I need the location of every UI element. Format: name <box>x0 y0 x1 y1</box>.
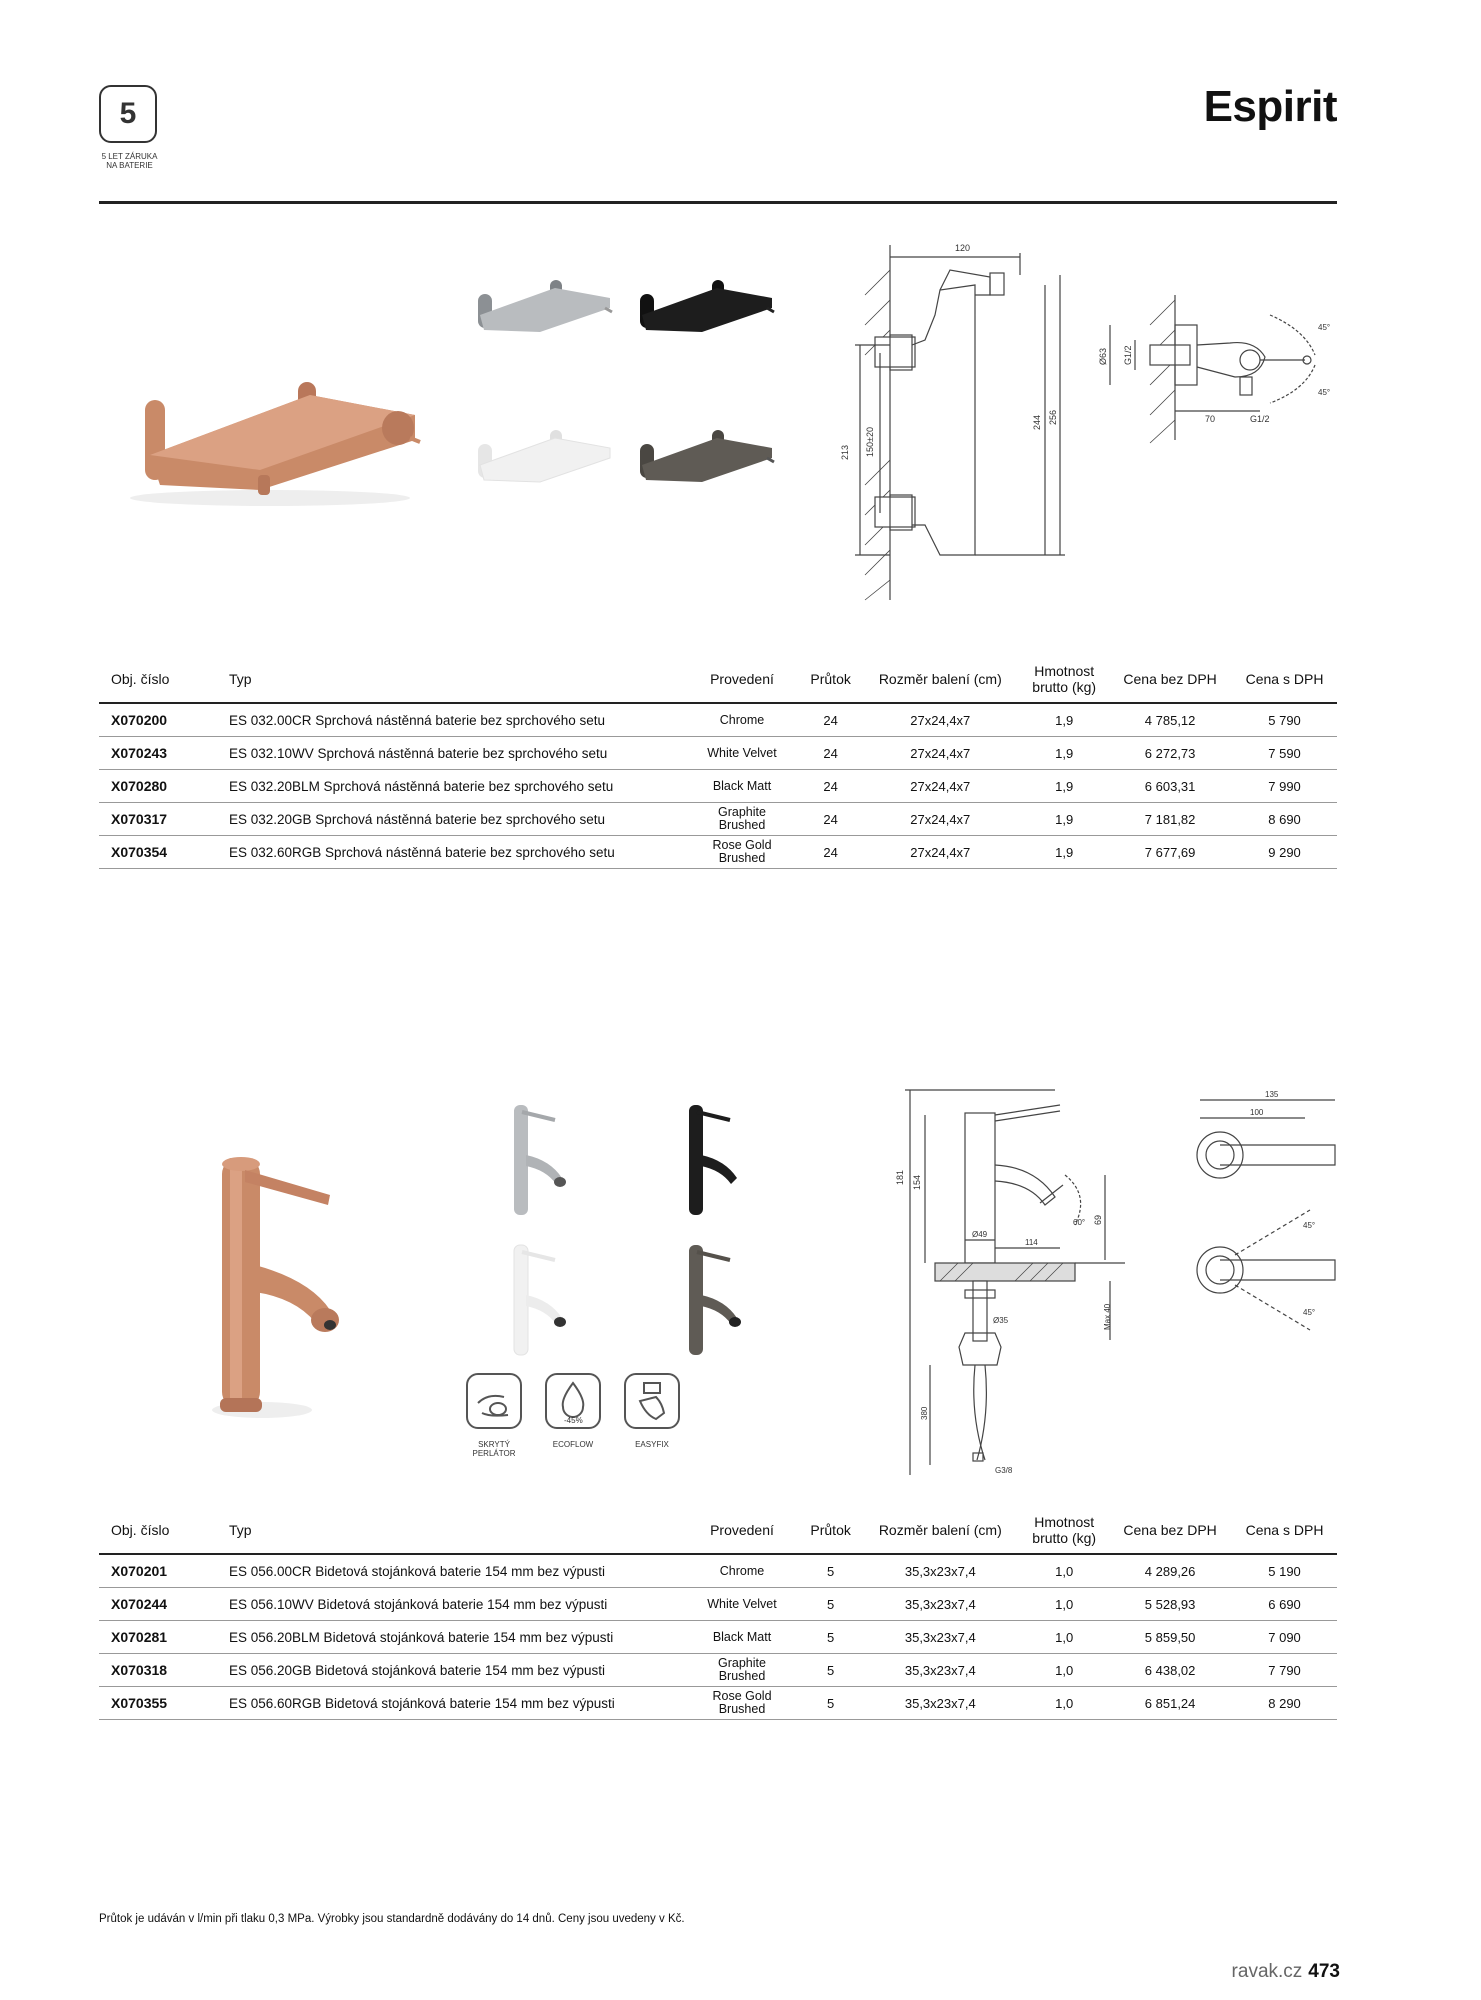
product-price-gross: 8 690 <box>1232 803 1337 836</box>
dim-g38: G3/8 <box>995 1466 1013 1475</box>
product-package-size: 35,3x23x7,4 <box>860 1588 1020 1621</box>
product-code: X070355 <box>99 1687 225 1720</box>
product-weight: 1,9 <box>1020 836 1108 869</box>
page-footer <box>1232 1961 1340 1983</box>
col-rozmer: Rozměr balení (cm) <box>860 656 1020 703</box>
table-row <box>99 1588 1337 1621</box>
col-obj: Obj. číslo <box>99 1507 225 1554</box>
warranty-number: 5 <box>119 97 137 130</box>
product-price-net: 5 528,93 <box>1108 1588 1232 1621</box>
col-hmotnost-line2: brutto (kg) <box>1032 1530 1097 1546</box>
table-row <box>99 1554 1337 1588</box>
product-flow: 5 <box>801 1588 860 1621</box>
dim-70: 70 <box>1205 414 1216 424</box>
shower-mixer-white-image <box>470 420 620 490</box>
product-finish-line1: Rose Gold <box>712 1689 772 1703</box>
product-finish-line1: Graphite <box>718 805 766 819</box>
dim-max40: Max 40 <box>1103 1303 1112 1330</box>
product-finish-line1: White Velvet <box>707 745 777 760</box>
angle-60: 60° <box>1073 1218 1086 1227</box>
product-type: ES 056.20GB Bidetová stojánková baterie 154 mm bez výpusti <box>225 1654 683 1687</box>
dim-d49: Ø49 <box>972 1230 988 1239</box>
product-price-net: 4 785,12 <box>1108 703 1232 737</box>
table-row <box>99 1621 1337 1654</box>
product-price-gross: 7 090 <box>1232 1621 1337 1654</box>
product-price-net: 6 438,02 <box>1108 1654 1232 1687</box>
table-row <box>99 836 1337 869</box>
product-package-size: 35,3x23x7,4 <box>860 1654 1020 1687</box>
product-code: X070200 <box>99 703 225 737</box>
product-flow: 24 <box>801 803 860 836</box>
product-flow: 24 <box>801 836 860 869</box>
col-typ: Typ <box>225 656 683 703</box>
angle-45-top: 45° <box>1318 323 1331 332</box>
product-price-gross: 5 790 <box>1232 703 1337 737</box>
warranty-badge <box>99 85 157 143</box>
dim-380: 380 <box>920 1406 929 1420</box>
shower-mixer-rose-gold-image <box>120 360 430 510</box>
product-type: ES 056.00CR Bidetová stojánková baterie 154 mm bez výpusti <box>225 1554 683 1588</box>
col-cena-s: Cena s DPH <box>1232 656 1337 703</box>
col-prutok: Průtok <box>801 1507 860 1554</box>
product-finish <box>683 803 801 836</box>
shower-mixer-graphite-image <box>632 420 782 490</box>
header-divider <box>99 201 1337 204</box>
hidden-aerator-caption <box>454 1440 534 1458</box>
product-price-gross: 6 690 <box>1232 1588 1337 1621</box>
dim-69: 69 <box>1093 1214 1103 1225</box>
shower-mixer-technical-drawing-side <box>1090 285 1350 445</box>
dim-d63: Ø63 <box>1098 347 1108 365</box>
dim-114: 114 <box>1025 1238 1038 1247</box>
product-flow: 24 <box>801 737 860 770</box>
bidet-mixer-black-image <box>675 1100 765 1220</box>
product-package-size: 35,3x23x7,4 <box>860 1554 1020 1588</box>
dim-135: 135 <box>1265 1090 1279 1099</box>
ecoflow-caption <box>533 1440 613 1449</box>
product-finish <box>683 1588 801 1621</box>
product-price-net: 6 603,31 <box>1108 770 1232 803</box>
product-flow: 5 <box>801 1621 860 1654</box>
dim-256: 256 <box>1048 409 1058 425</box>
hidden-aerator-icon <box>466 1373 522 1429</box>
product-weight: 1,0 <box>1020 1588 1108 1621</box>
product-price-gross: 9 290 <box>1232 836 1337 869</box>
warranty-caption <box>92 152 167 170</box>
table-row <box>99 803 1337 836</box>
col-hmotnost-line1: Hmotnost <box>1034 1514 1095 1530</box>
product-finish-line1: Black Matt <box>712 1629 772 1644</box>
product-finish-line2: Brushed <box>718 1702 766 1716</box>
ecoflow-badge: -45% <box>564 1416 583 1425</box>
col-typ: Typ <box>225 1507 683 1554</box>
dim-181: 181 <box>895 1169 905 1185</box>
product-package-size: 27x24,4x7 <box>860 703 1020 737</box>
product-price-gross: 7 790 <box>1232 1654 1337 1687</box>
product-type: ES 032.10WV Sprchová nástěnná baterie bez sprchového setu <box>225 737 683 770</box>
product-flow: 5 <box>801 1687 860 1720</box>
footnote: Průtok je udáván v l/min při tlaku 0,3 MPa. Výrobky jsou standardně dodávány do 14 dnů. Ceny jsou uvedeny v Kč. <box>99 1913 685 1925</box>
product-type: ES 032.00CR Sprchová nástěnná baterie bez sprchového setu <box>225 703 683 737</box>
angle-45-top-view-a: 45° <box>1303 1221 1316 1230</box>
product-weight: 1,0 <box>1020 1687 1108 1720</box>
warranty-caption-line2: NA BATERIE <box>106 161 153 170</box>
product-finish-line1: Rose Gold <box>712 838 772 852</box>
product-code: X070317 <box>99 803 225 836</box>
product-price-net: 6 272,73 <box>1108 737 1232 770</box>
product-code: X070201 <box>99 1554 225 1588</box>
shower-mixer-technical-drawing-front <box>800 235 1080 610</box>
hidden-aerator-label-1: SKRYTÝ <box>478 1440 510 1449</box>
product-finish-line1: Chrome <box>719 712 765 727</box>
product-weight: 1,9 <box>1020 803 1108 836</box>
bidet-mixer-chrome-image <box>500 1100 590 1220</box>
col-hmotnost-line2: brutto (kg) <box>1032 679 1097 695</box>
product-price-net: 7 181,82 <box>1108 803 1232 836</box>
dim-150: 150±20 <box>865 427 875 457</box>
product-finish-line2: Brushed <box>718 851 766 865</box>
product-price-gross: 7 990 <box>1232 770 1337 803</box>
col-rozmer: Rozměr balení (cm) <box>860 1507 1020 1554</box>
angle-45-top-view-b: 45° <box>1303 1308 1316 1317</box>
table-header-row <box>99 1507 1337 1554</box>
col-cena-bez: Cena bez DPH <box>1108 656 1232 703</box>
product-finish-line1: White Velvet <box>707 1596 777 1611</box>
shower-mixer-black-image <box>632 270 782 340</box>
footer-website: ravak.cz <box>1231 1961 1303 1982</box>
product-price-net: 5 859,50 <box>1108 1621 1232 1654</box>
product-flow: 5 <box>801 1654 860 1687</box>
col-provedeni: Provedení <box>683 1507 801 1554</box>
product-type: ES 056.60RGB Bidetová stojánková baterie 154 mm bez výpusti <box>225 1687 683 1720</box>
product-package-size: 27x24,4x7 <box>860 803 1020 836</box>
product-finish <box>683 1554 801 1588</box>
product-finish-line1: Graphite <box>718 1656 766 1670</box>
dim-154: 154 <box>912 1174 922 1190</box>
product-finish <box>683 1621 801 1654</box>
product-price-gross: 7 590 <box>1232 737 1337 770</box>
col-hmotnost <box>1020 1507 1108 1554</box>
product-package-size: 35,3x23x7,4 <box>860 1687 1020 1720</box>
product-code: X070280 <box>99 770 225 803</box>
product-finish <box>683 836 801 869</box>
col-cena-s: Cena s DPH <box>1232 1507 1337 1554</box>
product-package-size: 27x24,4x7 <box>860 737 1020 770</box>
page-title: Espirit <box>1203 82 1337 131</box>
product-price-net: 6 851,24 <box>1108 1687 1232 1720</box>
product-type: ES 032.20BLM Sprchová nástěnná baterie bez sprchového setu <box>225 770 683 803</box>
dim-d35: Ø35 <box>993 1316 1009 1325</box>
bidet-mixer-graphite-image <box>675 1240 765 1360</box>
product-price-gross: 5 190 <box>1232 1554 1337 1588</box>
hidden-aerator-label-2: PERLÁTOR <box>472 1449 516 1458</box>
product-price-gross: 8 290 <box>1232 1687 1337 1720</box>
product-flow: 5 <box>801 1554 860 1588</box>
product-code: X070354 <box>99 836 225 869</box>
product-code: X070281 <box>99 1621 225 1654</box>
bidet-mixer-technical-drawing-front <box>895 1085 1175 1480</box>
dim-g12-bottom: G1/2 <box>1250 414 1270 424</box>
product-type: ES 032.20GB Sprchová nástěnná baterie bez sprchového setu <box>225 803 683 836</box>
shower-mixer-table <box>99 656 1337 869</box>
product-code: X070318 <box>99 1654 225 1687</box>
table-header-row <box>99 656 1337 703</box>
product-weight: 1,0 <box>1020 1554 1108 1588</box>
dim-100: 100 <box>1250 1108 1264 1117</box>
dim-g12-left: G1/2 <box>1123 345 1133 365</box>
product-package-size: 27x24,4x7 <box>860 770 1020 803</box>
product-finish <box>683 1687 801 1720</box>
product-price-net: 7 677,69 <box>1108 836 1232 869</box>
easyfix-caption <box>612 1440 692 1449</box>
bidet-mixer-technical-drawing-top <box>1185 1090 1345 1340</box>
page-number: 473 <box>1308 1961 1340 1982</box>
dim-120: 120 <box>955 243 971 253</box>
product-finish-line1: Chrome <box>719 1563 765 1578</box>
col-hmotnost-line1: Hmotnost <box>1034 663 1095 679</box>
table-row <box>99 1687 1337 1720</box>
product-weight: 1,9 <box>1020 770 1108 803</box>
table-row <box>99 703 1337 737</box>
product-finish-line2: Brushed <box>718 1669 766 1683</box>
product-flow: 24 <box>801 703 860 737</box>
product-code: X070244 <box>99 1588 225 1621</box>
product-package-size: 27x24,4x7 <box>860 836 1020 869</box>
dim-244: 244 <box>1032 414 1042 430</box>
product-weight: 1,0 <box>1020 1654 1108 1687</box>
product-type: ES 056.10WV Bidetová stojánková baterie 154 mm bez výpusti <box>225 1588 683 1621</box>
product-type: ES 032.60RGB Sprchová nástěnná baterie bez sprchového setu <box>225 836 683 869</box>
product-finish-line2: Brushed <box>718 818 766 832</box>
product-finish <box>683 770 801 803</box>
product-code: X070243 <box>99 737 225 770</box>
product-weight: 1,0 <box>1020 1621 1108 1654</box>
easyfix-icon <box>624 1373 680 1429</box>
easyfix-label: EASYFIX <box>635 1440 669 1449</box>
bidet-mixer-table <box>99 1507 1337 1720</box>
col-prutok: Průtok <box>801 656 860 703</box>
product-finish <box>683 737 801 770</box>
product-weight: 1,9 <box>1020 737 1108 770</box>
shower-mixer-chrome-image <box>470 270 620 340</box>
product-price-net: 4 289,26 <box>1108 1554 1232 1588</box>
product-finish <box>683 703 801 737</box>
bidet-mixer-white-image <box>500 1240 590 1360</box>
product-weight: 1,9 <box>1020 703 1108 737</box>
product-finish <box>683 1654 801 1687</box>
table-row <box>99 737 1337 770</box>
ecoflow-icon <box>545 1373 601 1429</box>
product-finish-line1: Black Matt <box>712 778 772 793</box>
col-hmotnost <box>1020 656 1108 703</box>
col-provedeni: Provedení <box>683 656 801 703</box>
col-cena-bez: Cena bez DPH <box>1108 1507 1232 1554</box>
table-row <box>99 770 1337 803</box>
table-row <box>99 1654 1337 1687</box>
col-obj: Obj. číslo <box>99 656 225 703</box>
dim-213: 213 <box>840 444 850 460</box>
product-type: ES 056.20BLM Bidetová stojánková baterie 154 mm bez výpusti <box>225 1621 683 1654</box>
bidet-mixer-rose-gold-image <box>200 1150 380 1420</box>
warranty-caption-line1: 5 LET ZÁRUKA <box>101 152 158 161</box>
angle-45-bottom: 45° <box>1318 388 1331 397</box>
product-package-size: 35,3x23x7,4 <box>860 1621 1020 1654</box>
ecoflow-label: ECOFLOW <box>552 1440 594 1449</box>
product-flow: 24 <box>801 770 860 803</box>
